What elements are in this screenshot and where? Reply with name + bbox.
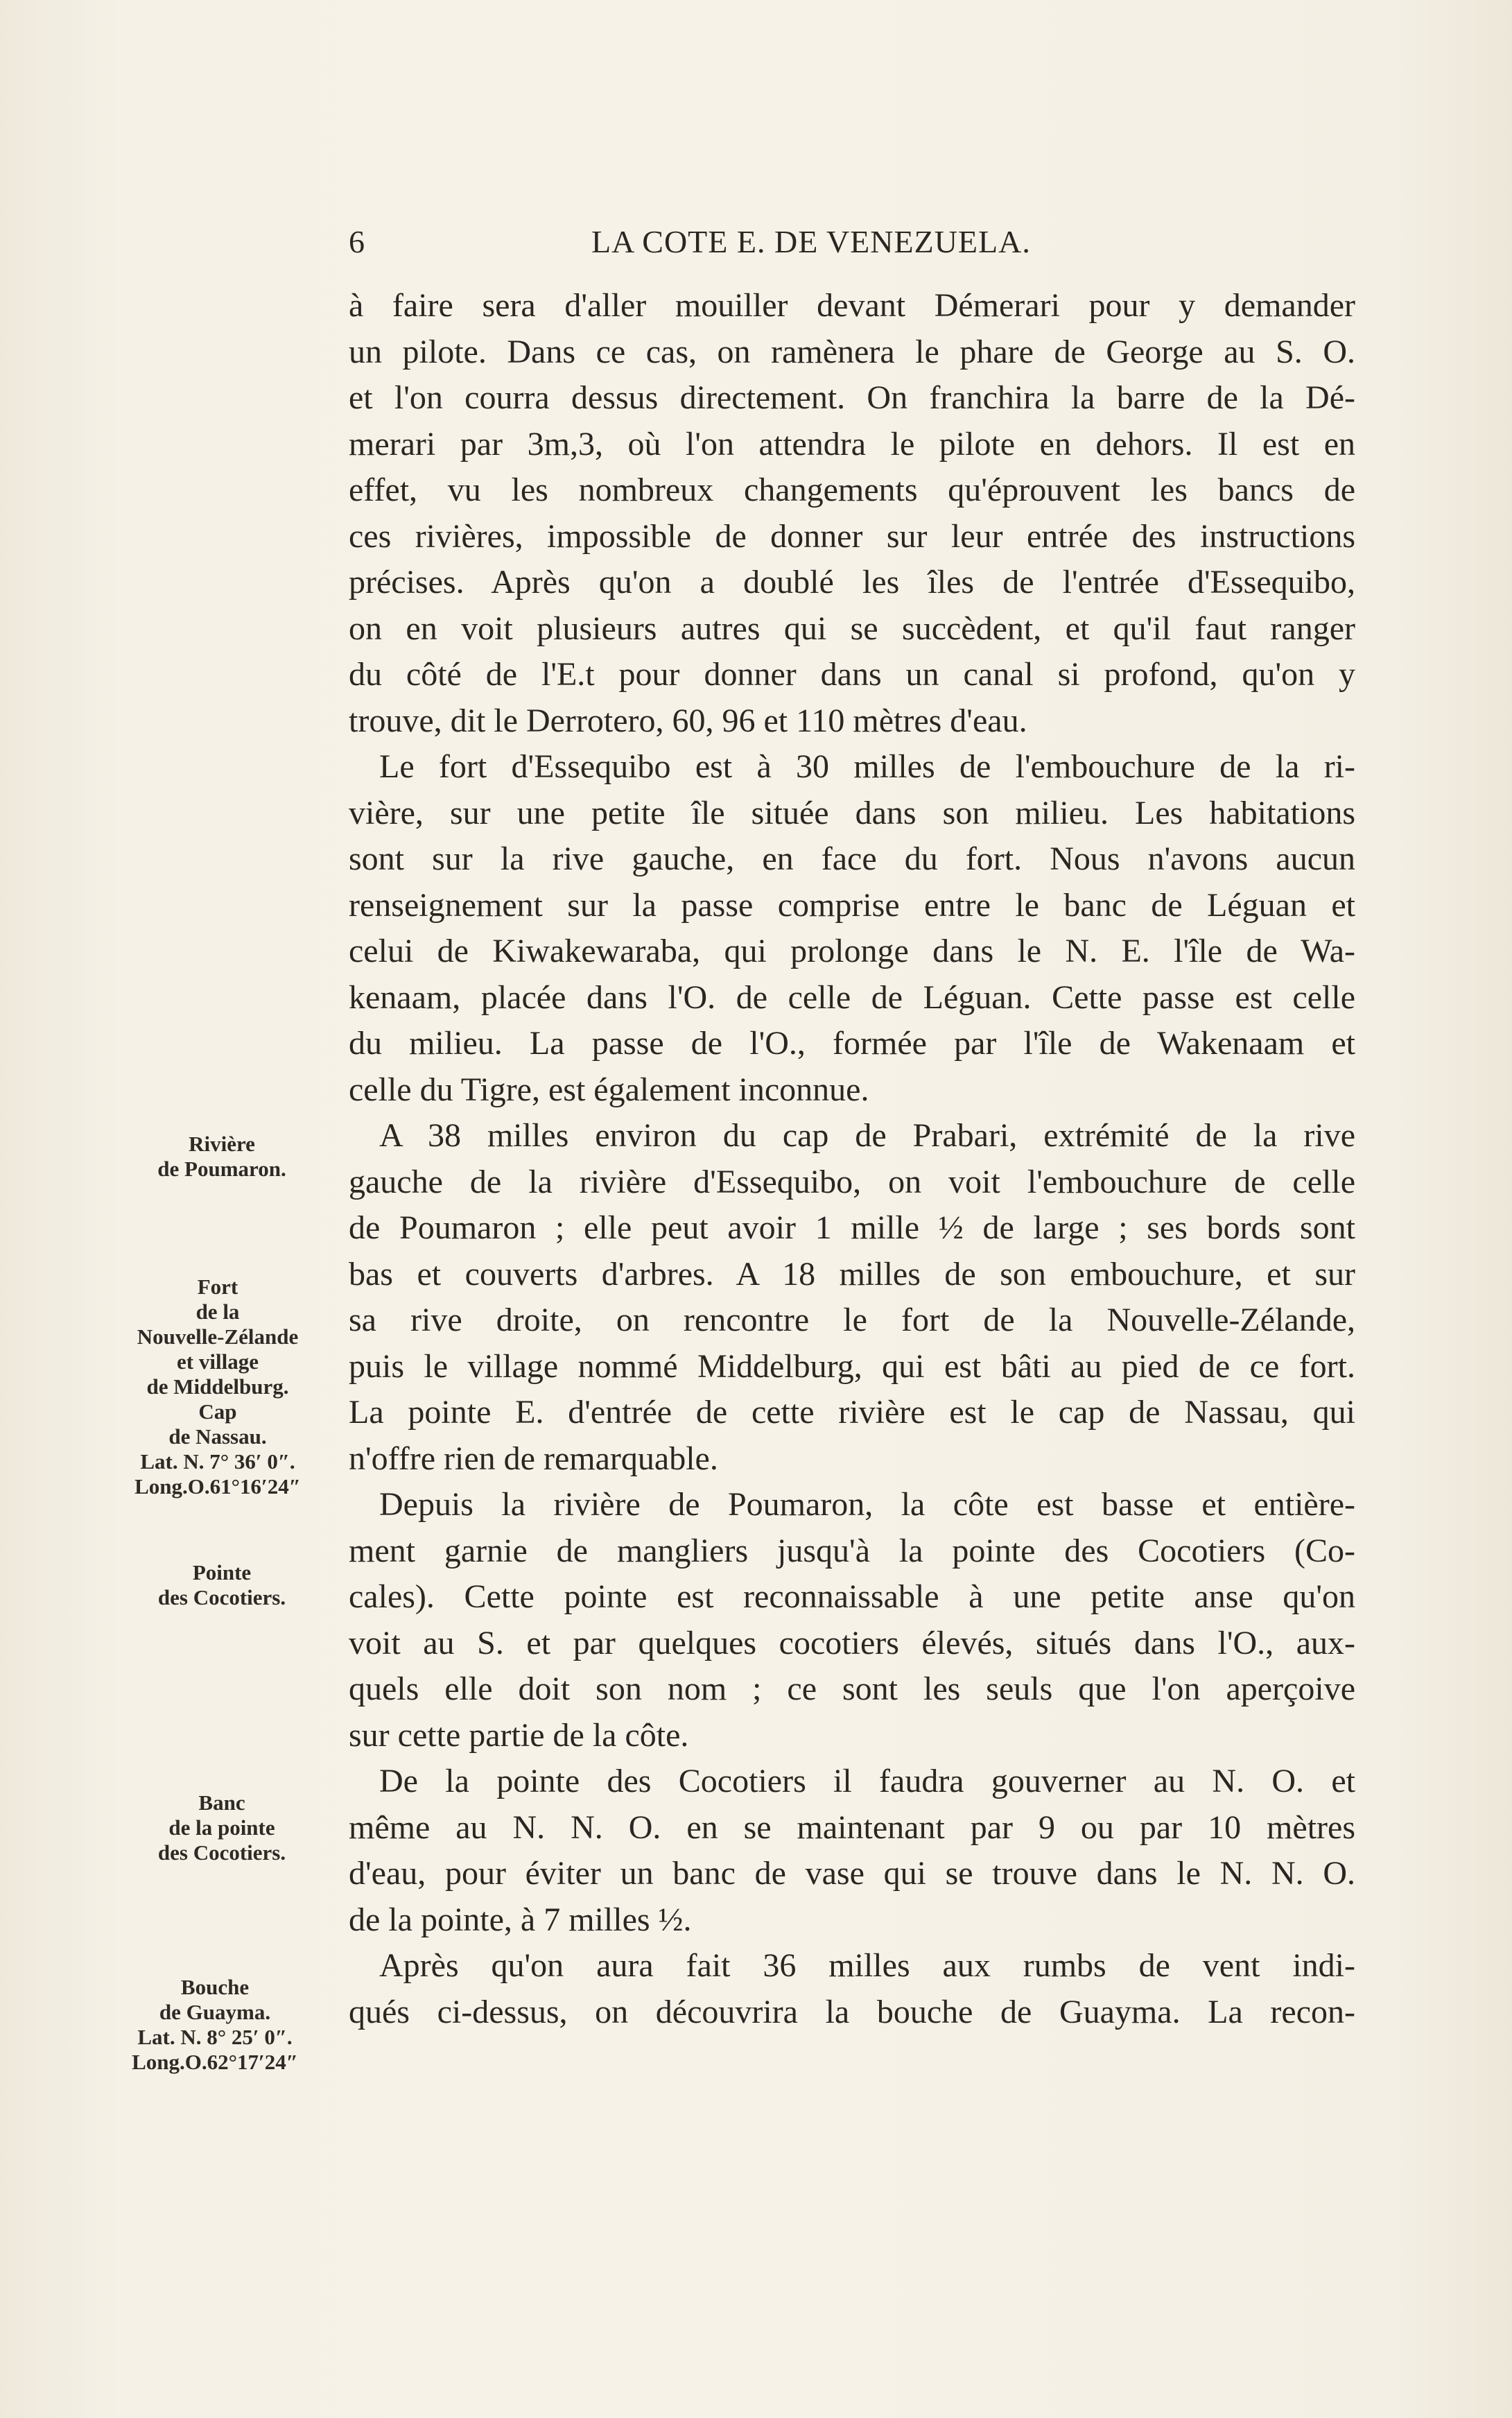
text-line: n'offre rien de remarquable. [349, 1440, 718, 1477]
margin-note-line: de la pointe [168, 1815, 275, 1840]
margin-note-fort-nouvelle-zelande [114, 1275, 322, 1499]
text-line: effet, vu les nombreux changements qu'éprouvent les bancs de [349, 472, 1355, 508]
text-line: vière, sur une petite île située dans son milieu. Les habitations [349, 794, 1355, 831]
text-line: celle du Tigre, est également inconnue. [349, 1071, 869, 1108]
text-line: La pointe E. d'entrée de cette rivière est le cap de Nassau, qui [349, 1394, 1355, 1431]
text-line: on en voit plusieurs autres qui se succèdent, et qu'il faut ranger [349, 610, 1355, 647]
text-line: et l'on courra dessus directement. On franchira la barre de la Dé- [349, 379, 1355, 416]
text-line: puis le village nommé Middelburg, qui est bâti au pied de ce fort. [349, 1347, 1355, 1385]
margin-note-line: Lat. N. 8° 25′ 0″. [137, 2025, 293, 2049]
text-line: du côté de l'E.t pour donner dans un canal si profond, qu'on y [349, 656, 1355, 693]
margin-note-bouche-guayma [111, 1975, 319, 2075]
margin-note-riviere-poumaron [118, 1132, 326, 1182]
text-line: sa rive droite, on rencontre le fort de la Nouvelle-Zélande, [349, 1302, 1355, 1338]
margin-note-line: Banc [198, 1790, 245, 1815]
margin-note-line: Long.O.61°16′24″ [134, 1474, 301, 1499]
margin-note-line: Bouche [180, 1975, 250, 1999]
running-head [349, 223, 1355, 265]
text-line: Le fort d'Essequibo est à 30 milles de l'embouchure de la ri- [379, 748, 1355, 785]
text-line: sont sur la rive gauche, en face du fort. Nous n'avons aucun [349, 840, 1355, 877]
text-line: précises. Après qu'on a doublé les îles de l'entrée d'Essequibo, [349, 564, 1355, 601]
margin-note-line: de Guayma. [159, 2000, 271, 2024]
margin-note-line: de Nassau. [168, 1424, 267, 1449]
text-line: merari par 3m,3, où l'on attendra le pilote en dehors. Il est en [349, 425, 1355, 463]
text-line: ces rivières, impossible de donner sur leur entrée des instructions [349, 517, 1355, 555]
margin-note-line: Lat. N. 7° 36′ 0″. [140, 1449, 295, 1474]
text-line: qués ci-dessus, on découvrira la bouche de Guayma. La recon- [349, 1993, 1355, 2030]
text-line: de Poumaron ; elle peut avoir 1 mille ½ de large ; ses bords sont [349, 1209, 1355, 1246]
margin-note-line: Cap [198, 1399, 237, 1424]
text-line: ment garnie de mangliers jusqu'à la pointe des Cocotiers (Co- [349, 1532, 1355, 1569]
text-line: bas et couverts d'arbres. A 18 milles de son embouchure, et sur [349, 1255, 1355, 1293]
margin-note-line: des Cocotiers. [157, 1840, 286, 1865]
text-line: quels elle doit son nom ; ce sont les seuls que l'on aperçoive [349, 1670, 1355, 1707]
text-line: gauche de la rivière d'Essequibo, on voit l'embouchure de celle [349, 1163, 1355, 1200]
text-line: cales). Cette pointe est reconnaissable à une petite anse qu'on [349, 1578, 1355, 1615]
text-line: d'eau, pour éviter un banc de vase qui se trouve dans le N. N. O. [349, 1855, 1355, 1892]
margin-note-pointe-cocotiers [118, 1560, 326, 1610]
margin-note-line: et village [177, 1349, 259, 1374]
text-line: kenaam, placée dans l'O. de celle de Léguan. Cette passe est celle [349, 978, 1355, 1016]
text-line: même au N. N. O. en se maintenant par 9 ou par 10 mètres [349, 1808, 1355, 1846]
text-line: de la pointe, à 7 milles ½. [349, 1901, 692, 1938]
margin-note-line: Nouvelle-Zélande [137, 1324, 299, 1349]
margin-note-line: des Cocotiers. [157, 1585, 286, 1609]
margin-note-line: de Poumaron. [157, 1157, 286, 1181]
running-title: LA COTE E. DE VENEZUELA. [591, 224, 1031, 259]
margin-note-line: Pointe [192, 1560, 252, 1584]
margin-note-line: Rivière [189, 1132, 255, 1156]
text-line: Après qu'on aura fait 36 milles aux rumbs de vent indi- [379, 1947, 1355, 1984]
text-line: celui de Kiwakewaraba, qui prolonge dans le N. E. l'île de Wa- [349, 933, 1355, 969]
margin-note-line: de la [195, 1299, 240, 1324]
text-line: voit au S. et par quelques cocotiers élevés, situés dans l'O., aux- [349, 1624, 1355, 1661]
page-number: 6 [349, 224, 365, 259]
text-line: trouve, dit le Derrotero, 60, 96 et 110 mètres d'eau. [349, 702, 1027, 739]
margin-note-banc-pointe [118, 1790, 326, 1865]
text-line: un pilote. Dans ce cas, on ramènera le phare de George au S. O. [349, 333, 1355, 370]
margin-note-line: de Middelburg. [146, 1374, 289, 1399]
text-line: renseignement sur la passe comprise entre le banc de Léguan et [349, 886, 1355, 924]
text-line: sur cette partie de la côte. [349, 1716, 689, 1754]
margin-note-line: Long.O.62°17′24″ [132, 2050, 298, 2074]
text-line: à faire sera d'aller mouiller devant Démerari pour y demander [349, 287, 1355, 324]
text-line: De la pointe des Cocotiers il faudra gouverner au N. O. et [379, 1763, 1355, 1799]
text-line: du milieu. La passe de l'O., formée par l'île de Wakenaam et [349, 1025, 1355, 1062]
margin-note-line: Fort [197, 1275, 238, 1299]
body-text [349, 283, 1355, 2035]
text-line: A 38 milles environ du cap de Prabari, extrémité de la rive [379, 1117, 1355, 1154]
text-line: Depuis la rivière de Poumaron, la côte est basse et entière- [379, 1486, 1355, 1523]
